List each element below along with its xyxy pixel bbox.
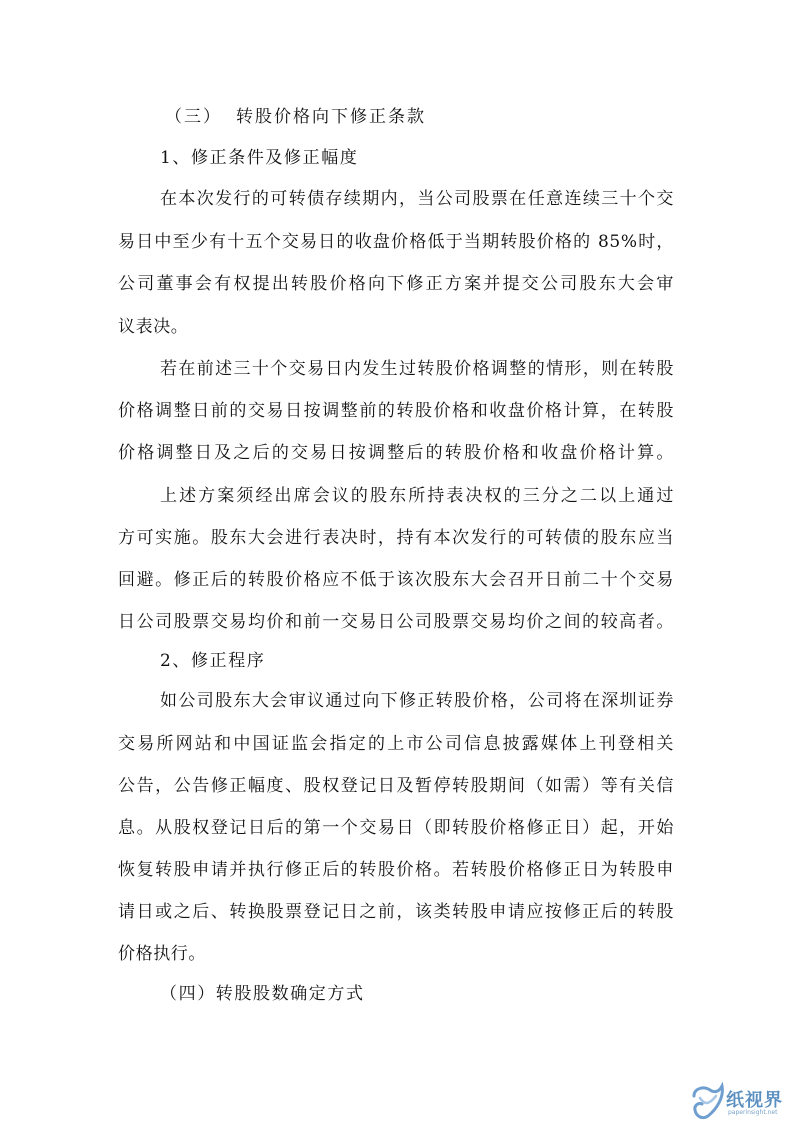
section-3-title: 转股价格向下修正条款 xyxy=(236,107,426,127)
section-3-heading xyxy=(165,106,426,128)
watermark-brand: 纸视界 xyxy=(726,1090,783,1111)
paragraph-line: 如公司股东大会审议通过向下修正转股价格，公司将在深圳证券 xyxy=(160,691,674,711)
paragraph-line: 在本次发行的可转债存续期内，当公司股票在任意连续三十个交 xyxy=(160,189,674,209)
paragraph-line: 公告，公告修正幅度、股权登记日及暂停转股期间（如需）等有关信 xyxy=(118,776,674,796)
paragraph-line: 息。从股权登记日后的第一个交易日（即转股价格修正日）起，开始 xyxy=(118,818,674,838)
paragraph-line: 恢复转股申请并执行修正后的转股价格。若转股价格修正日为转股申 xyxy=(118,860,674,880)
watermark-url: paperinsight.net xyxy=(728,1109,778,1116)
paragraph-line: 方可实施。股东大会进行表决时，持有本次发行的可转债的股东应当 xyxy=(118,528,674,548)
paragraph-line: 若在前述三十个交易日内发生过转股价格调整的情形，则在转股 xyxy=(160,359,674,379)
item-1-heading: 1、修正条件及修正幅度 xyxy=(160,148,359,168)
paragraph-line: 议表决。 xyxy=(118,317,189,337)
paragraph-line: 请日或之后、转换股票登记日之前，该类转股申请应按修正后的转股 xyxy=(118,902,674,922)
paragraph-line: 价格调整日及之后的交易日按调整后的转股价格和收盘价格计算。 xyxy=(118,443,674,463)
paragraph-line: 易日中至少有十五个交易日的收盘价格低于当期转股价格的 85%时， xyxy=(118,232,674,252)
paragraph-line: 公司董事会有权提出转股价格向下修正方案并提交公司股东大会审 xyxy=(118,274,674,294)
section-4-heading: （四）转股股数确定方式 xyxy=(160,984,365,1004)
paperinsight-logo-icon xyxy=(690,1082,726,1123)
paragraph-line: 交易所网站和中国证监会指定的上市公司信息披露媒体上刊登相关 xyxy=(118,734,674,754)
item-2-heading: 2、修正程序 xyxy=(160,651,266,671)
paragraph-line: 日公司股票交易均价和前一交易日公司股票交易均价之间的较高者。 xyxy=(118,612,674,632)
paragraph-line: 价格调整日前的交易日按调整前的转股价格和收盘价格计算，在转股 xyxy=(118,401,674,421)
paragraph-line: 价格执行。 xyxy=(118,944,206,964)
watermark-logo xyxy=(690,1082,794,1123)
paragraph-line: 回避。修正后的转股价格应不低于该次股东大会召开日前二十个交易 xyxy=(118,570,674,590)
paragraph-line: 上述方案须经出席会议的股东所持表决权的三分之二以上通过 xyxy=(160,486,674,506)
section-3-label: （三） xyxy=(165,107,222,127)
